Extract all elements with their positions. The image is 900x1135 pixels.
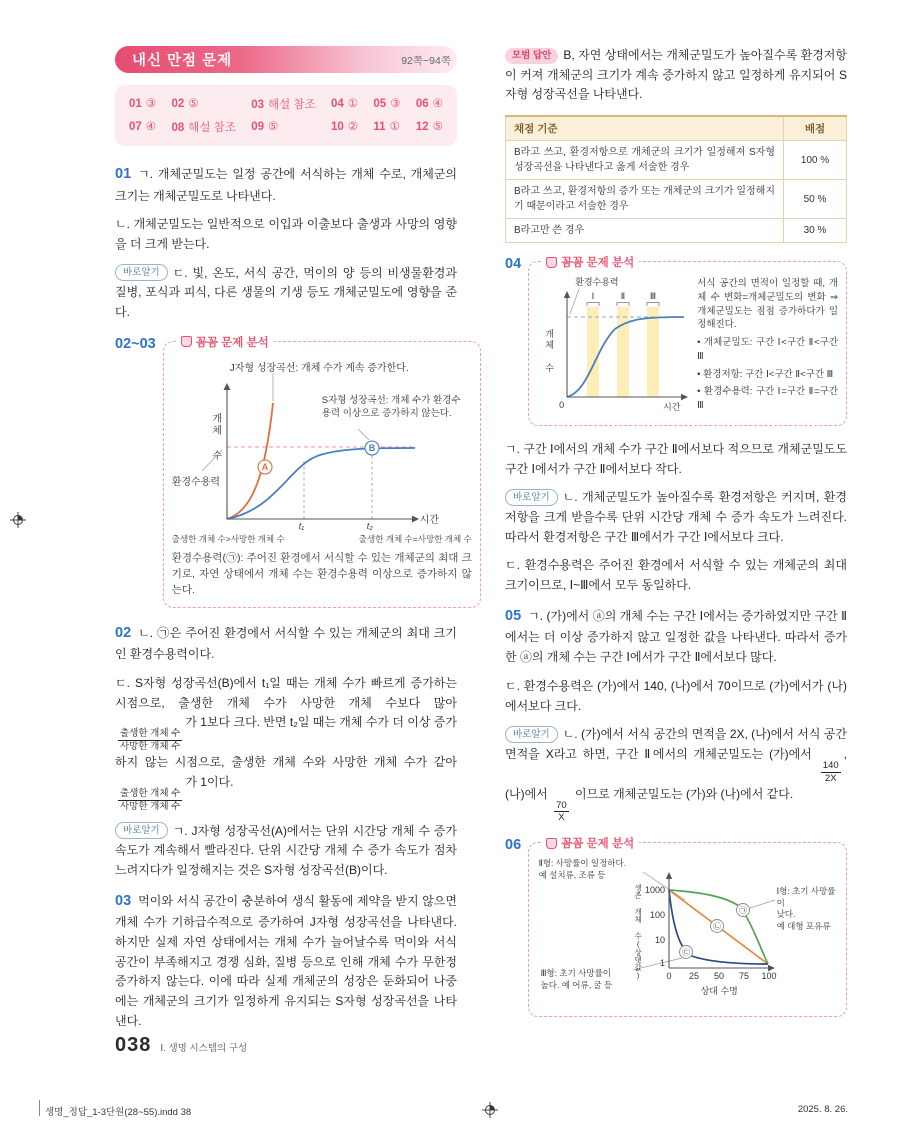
- q03-text: 먹이와 서식 공간이 충분하여 생식 활동에 제약을 받지 않으면 개체 수가 기하급수적으로 증가하여 J자형 성장곡선을 나타낸다. 하지만 실제 자연 상태에서는 개체 수가 늘어날수록 먹이와 서식 공간이 부족해지고 경쟁 심화, 질병 등으로 인해 개체 수가 무한정 증가하지 않는다. 이에 따라 실제 개체군의 성장은 둔화되어 나중에는 개체군의 크기가 일정하게 유지되는 S자형 성장곡선을 나타낸다.: [115, 893, 457, 1028]
- answer-item: 03 해설 참조: [251, 99, 316, 111]
- q01-text-g: ㄱ. 개체군밀도는 일정 공간에 서식하는 개체 수로, 개체군의 크기는 개체군밀도로 나타낸다.: [115, 167, 457, 203]
- q01-paragraph-baro: [115, 264, 457, 323]
- x-axis-label: 시간: [419, 514, 440, 526]
- answer-item: 01 ③: [129, 98, 157, 110]
- question-number-02: 02: [115, 624, 132, 641]
- answer-item: 09 ⑤: [251, 121, 279, 133]
- y-axis-label: 개체 수: [209, 412, 221, 462]
- honey-jar-icon: [546, 257, 557, 268]
- rubric-header-row: [506, 116, 847, 141]
- q03-paragraph: [115, 890, 457, 1032]
- page-content: [115, 46, 847, 1040]
- q02-text-n: ㄴ. ㉠은 주어진 환경에서 서식할 수 있는 개체군의 최대 크기인 환경수용력이다.: [115, 625, 457, 662]
- rubric-header-criteria: 채점 기준: [506, 116, 784, 141]
- density-fraction-ga: $\frac{140}{2X}$: [822, 759, 839, 784]
- question-number-06: 06: [505, 837, 522, 854]
- q01-text-n: ㄴ. 개체군밀도는 일반적으로 이입과 이출보다 출생과 사망의 영향을 더 크게 받는다.: [115, 217, 457, 252]
- q01-baro-text: ㄷ. 빛, 온도, 서식 공간, 먹이의 양 등의 비생물환경과 질병, 포식과 피식, 다른 생물의 기생 등도 개체군밀도에 영향을 준다.: [115, 265, 457, 320]
- q05-text-d: ㄷ. 환경수용력은 (가)에서 140, (나)에서 70이므로 (가)에서가 (나)에서보다 크다.: [505, 678, 847, 713]
- curve-mark-2: [710, 920, 723, 933]
- question-number-01: 01: [115, 166, 132, 182]
- honey-jar-icon: [546, 838, 557, 849]
- population-density-svg: [537, 277, 689, 417]
- q02-paragraph-n: [115, 622, 457, 665]
- curve-a-label: A: [261, 461, 268, 472]
- rubric-criteria: B라고만 쓴 경우: [506, 219, 784, 243]
- t1-label: t₁: [298, 520, 305, 531]
- answer-key-box: [115, 85, 457, 146]
- y-tick-label: 1000: [644, 885, 665, 896]
- curve-b-marker: [365, 441, 379, 455]
- birth-death-fraction: $\frac{\text{출생한 개체 수}}{\text{사망한 개체 수}}$: [120, 728, 181, 753]
- answer-item: 12 ⑤: [415, 121, 443, 133]
- answer-item: 04 ①: [330, 98, 359, 110]
- x-tick-label: 0: [666, 971, 672, 982]
- curve-b-label: B: [368, 442, 375, 453]
- rubric-header-score: 배점: [784, 116, 847, 141]
- q04-paragraph-g: [505, 440, 847, 479]
- q02-baro-text: ㄱ. J자형 성장곡선(A)에서는 단위 시간당 개체 수 증가 속도가 계속해서 빨라진다. 단위 시간당 개체 수 증가 속도가 점차 느려지다가 일정해지는 것은 S자형 성장곡선(B)이다.: [115, 823, 457, 877]
- answer-item: 08 해설 참조: [171, 122, 236, 134]
- population-density-graph: [537, 277, 689, 417]
- survivorship-curves-graph: [539, 858, 837, 1008]
- rubric-criteria: B라고 쓰고, 환경저항의 증가 또는 개체군의 크기가 일정해지기 때문이라고 서술한 경우: [506, 180, 784, 219]
- rubric-row: [506, 219, 847, 243]
- x-tick-label: 50: [713, 971, 724, 982]
- model-answer-tag: 모범 답안: [505, 48, 558, 64]
- answer-item: 05 ③: [373, 98, 401, 110]
- baro-algi-tag: 바로알기: [115, 264, 168, 281]
- analysis-box-label: 꼼꼼 문제 분석: [541, 835, 639, 851]
- q01-paragraph-g: [115, 163, 457, 206]
- q01-paragraph-n: [115, 215, 457, 254]
- q02-paragraph-baro: [115, 822, 457, 881]
- analysis-box-06: [528, 838, 847, 1017]
- model-answer-text: B, 자연 상태에서는 개체군밀도가 높아질수록 환경저항이 커져 개체군의 크기가 계속 증가하지 않고 일정하게 유지되어 S자형 성장곡선을 나타낸다.: [505, 48, 847, 102]
- question-number-0203: 02~03: [115, 335, 156, 352]
- baro-algi-tag: 바로알기: [505, 726, 558, 743]
- q05-paragraph-g: [505, 605, 847, 668]
- q04-text-d: ㄷ. 환경수용력은 주어진 환경에서 서식할 수 있는 개체군의 최대 크기이므로, Ⅰ~Ⅲ에서 모두 동일하다.: [505, 558, 847, 593]
- curve-a-marker: [258, 460, 272, 474]
- chapter-title: Ⅰ. 생명 시스템의 구성: [160, 1043, 248, 1054]
- type2-annotation: Ⅱ형: 사망률이 일정하다. 예 설치류, 조류 등: [538, 858, 627, 880]
- analysis-04-content: [537, 277, 838, 417]
- bullet-density: • 개체군밀도: 구간 Ⅰ<구간 Ⅱ<구간 Ⅲ: [697, 337, 838, 362]
- bullet-capacity: • 환경수용력: 구간 Ⅰ=구간 Ⅱ=구간 Ⅲ: [697, 386, 838, 412]
- answer-item: 06 ④: [415, 98, 443, 110]
- carrying-capacity-label: 환경수용력: [575, 277, 619, 288]
- svg-text:㉡: ㉡: [712, 922, 721, 932]
- y-tick-label: 10: [654, 935, 665, 946]
- x-axis-label: 시간: [663, 402, 681, 413]
- density-fraction-na: $\frac{70}{X}$: [556, 799, 567, 824]
- region-2-label: Ⅱ: [620, 291, 626, 302]
- print-file-info: 생명_정답_1-3단원(28~55).indd 38: [45, 1107, 192, 1118]
- q04-text-g: ㄱ. 구간 Ⅰ에서의 개체 수가 구간 Ⅱ에서보다 적으므로 개체군밀도도 구간 Ⅰ에서가 구간 Ⅱ에서보다 작다.: [505, 442, 847, 476]
- right-column: [505, 46, 847, 1040]
- page-number: 038: [115, 1034, 152, 1056]
- analysis-caption: 환경수용력(㉠): 주어진 환경에서 서식할 수 있는 개체군의 최대 크기로, 자연 상태에서 개체 수는 환경수용력 이상으로 증가하지 않는다.: [171, 551, 472, 597]
- graph-notes: [172, 533, 472, 545]
- honey-jar-icon: [181, 336, 192, 347]
- curve-mark-3: [679, 946, 692, 959]
- analysis-box-04: [528, 257, 847, 426]
- rubric-score: 50 %: [784, 180, 847, 219]
- svg-text:㉠: ㉠: [738, 906, 747, 916]
- q04-baro-text: ㄴ. 개체군밀도가 높아질수록 환경저항은 커지며, 환경저항을 크게 받을수록 단위 시간당 개체 수 증가 속도가 느려진다. 따라서 환경저항은 구간 Ⅲ에서가 구간 Ⅰ에서보다 크다.: [505, 490, 847, 544]
- q02-paragraph-d: ㄷ. S자형 성장곡선(B)에서 t₁일 때는 개체 수가 빠르게 증가하는 시점으로, 출생한 개체 수가 사망한 개체 수보다 많아 $\frac{\text{출생한 개체 수}}{\text{사망한 개체 수}}$ 가 1보다 크다. 반면 t₂일 때는 개체 수가 더 이상 증가하지 않는 시점으로, 출생한 개체 수와 사망한 개체 수가 같아 $\frac{\text{출생한 개체 수}}{\text{사망한 개체 수}}$ 가 1이다.: [115, 676, 457, 812]
- birth-death-fraction: $\frac{\text{출생한 개체 수}}{\text{사망한 개체 수}}$: [120, 787, 181, 812]
- baro-algi-tag: 바로알기: [115, 822, 168, 839]
- rubric-criteria: B라고 쓰고, 환경저항으로 개체군의 크기가 일정해져 S자형 성장곡선을 나타낸다고 옳게 서술한 경우: [506, 141, 784, 180]
- print-date: 2025. 8. 26.: [797, 1104, 848, 1115]
- model-answer-paragraph: [505, 46, 847, 105]
- y-tick-label: 100: [649, 910, 665, 921]
- banner-title: 내신 만점 문제: [132, 53, 233, 69]
- y-axis-label: 생존 개체 수(상댓값): [633, 884, 643, 981]
- x-tick-label: 75: [738, 971, 749, 982]
- x-tick-label: 25: [688, 971, 699, 982]
- q05-paragraph-baro: 바로알기 ㄴ. (가)에서 서식 공간의 면적을 2X, (나)에서 서식 공간 면적을 X라고 하면, 구간 Ⅱ에서의 개체군밀도는 (가)에서 $\frac{140}{2X}$ , (나)에서 $\frac{70}{X}$ 이므로 개체군밀도는 (가)와 (나)에서 같다.: [505, 727, 847, 824]
- analysis-06: [505, 837, 847, 1017]
- banner-page-range: 92쪽~94쪽: [401, 55, 451, 67]
- page-footer: [115, 1034, 247, 1057]
- type3-annotation: Ⅲ형: 초기 사망률이 높다. 예 어류, 굴 등: [540, 968, 613, 990]
- rubric-score: 100 %: [784, 141, 847, 180]
- region-3-label: Ⅲ: [650, 291, 657, 302]
- rubric-row: [506, 180, 847, 219]
- baro-algi-tag: 바로알기: [505, 489, 558, 506]
- q04-paragraph-d: [505, 556, 847, 595]
- answer-item: 02 ⑤: [171, 98, 199, 110]
- question-number-04: 04: [505, 256, 522, 273]
- birth-death-note-right: 출생한 개체 수=사망한 개체 수: [358, 533, 472, 544]
- left-column: [115, 46, 472, 1040]
- region-1-label: Ⅰ: [591, 291, 595, 302]
- q05-text-g: ㄱ. (가)에서 ⓐ의 개체 수는 구간 Ⅰ에서는 증가하였지만 구간 Ⅱ에서는 더 이상 증가하지 않고 일정한 값을 나타낸다. 따라서 증가한 ⓐ의 개체 수는 구간 Ⅰ에서가 구간 Ⅱ에서보다 많다.: [505, 608, 847, 665]
- x-tick-label: 100: [761, 971, 777, 982]
- answer-key-grid: [129, 96, 443, 135]
- j-curve-annotation: J자형 성장곡선: 개체 수가 계속 증가한다.: [229, 362, 409, 374]
- svg-text:㉢: ㉢: [681, 948, 690, 958]
- analysis-04: [505, 256, 847, 426]
- analysis-box-0203: [163, 336, 481, 608]
- t2-label: t₂: [366, 520, 373, 531]
- crop-mark: [39, 1100, 40, 1116]
- analysis-box-label: 꼼꼼 문제 분석: [541, 254, 639, 270]
- registration-mark-left: [10, 512, 26, 528]
- curve-mark-1: [736, 904, 749, 917]
- carrying-capacity-label: 환경수용력: [171, 476, 221, 488]
- density-note: 서식 공간의 면적이 일정할 때, 개체 수 변화=개체군밀도의 변화 ⇒ 개체군밀도는 점점 증가하다가 일정해진다.: [697, 278, 838, 331]
- analysis-0203: [115, 335, 472, 608]
- y-axis-label: 개체 수: [544, 329, 555, 375]
- question-number-05: 05: [505, 607, 522, 624]
- s-curve-annotation: S자형 성장곡선: 개체 수가 환경수용력 이상으로 증가하지 않는다.: [321, 394, 461, 419]
- growth-curves-graph: [172, 357, 472, 531]
- section-banner: [115, 46, 457, 73]
- grading-rubric-table: [505, 115, 847, 243]
- bullet-resistance: • 환경저항: 구간 Ⅰ<구간 Ⅱ<구간 Ⅲ: [697, 368, 834, 380]
- q05-paragraph-d: [505, 677, 847, 716]
- registration-mark-bottom: [482, 1102, 498, 1118]
- origin-label: 0: [559, 400, 565, 411]
- rubric-score: 30 %: [784, 219, 847, 243]
- birth-death-note-left: 출생한 개체 수>사망한 개체 수: [171, 533, 285, 544]
- rubric-row: [506, 141, 847, 180]
- question-number-03: 03: [115, 892, 132, 909]
- analysis-04-notes: [697, 277, 838, 417]
- q04-paragraph-baro: [505, 488, 847, 547]
- x-axis-label: 상대 수명: [700, 986, 738, 997]
- answer-item: 11 ①: [373, 121, 400, 133]
- answer-item: 07 ④: [129, 121, 157, 133]
- type1-annotation: Ⅰ형: 초기 사망률이 낮다. 예 대형 포유류: [776, 886, 836, 931]
- analysis-box-label: 꼼꼼 문제 분석: [176, 334, 274, 350]
- y-tick-label: 1: [659, 958, 665, 969]
- answer-item: 10 ②: [330, 121, 359, 133]
